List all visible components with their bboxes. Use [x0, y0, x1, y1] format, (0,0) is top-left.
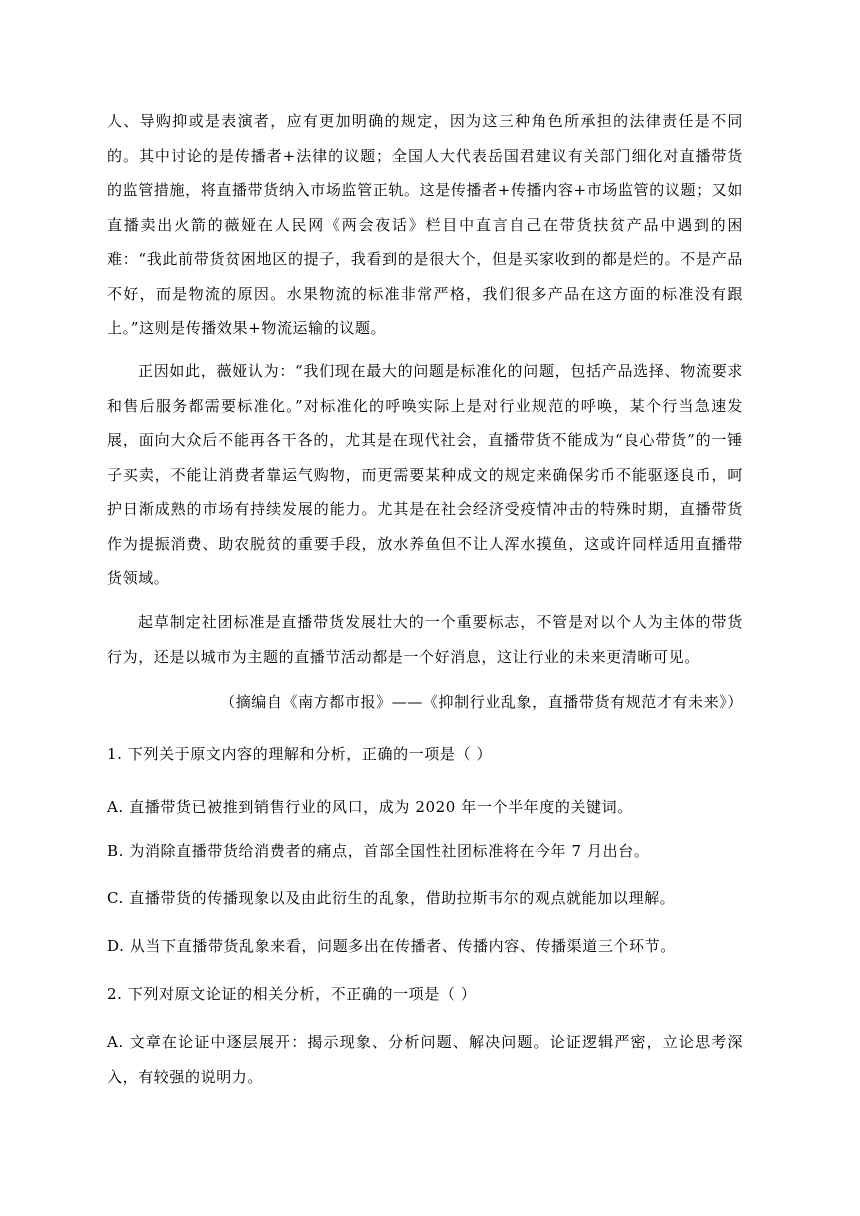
question-2-option-a: A. 文章在论证中逐层展开：揭示现象、分析问题、解决问题。论证逻辑严密，立论思考深入，有较强的说明力。 [107, 1033, 743, 1086]
question-1-option-b: B. 为消除直播带货给消费者的痛点，首部全国性社团标准将在今年 7 月出台。 [107, 842, 650, 860]
body-paragraph-1: 人、导购抑或是表演者，应有更加明确的规定，因为这三种角色所承担的法律责任是不同的。其中讨论的是传播者+法律的议题；全国人大代表岳国君建议有关部门细化对直播带货的监管措施，将直播带货纳入市场监管正轨。这是传播者+传播内容+市场监管的议题；又如直播卖出火箭的薇娅在人民网《两会夜话》栏目中直言自己在带货扶贫产品中遇到的困难：“我此前带货贫困地区的提子，我看到的是很大个，但是买家收到的都是烂的。不是产品不好，而是物流的原因。水果物流的标准非常严格，我们很多产品在这方面的标准没有跟上。”这则是传播效果+物流运输的议题。 [107, 112, 743, 337]
question-2-stem: 2. 下列对原文论证的相关分析，不正确的一项是（ ） [107, 985, 477, 1003]
question-1-option-c: C. 直播带货的传播现象以及由此衍生的乱象，借助拉斯韦尔的观点就能加以理解。 [107, 889, 676, 907]
question-1-stem: 1. 下列关于原文内容的理解和分析，正确的一项是（ ） [107, 745, 493, 763]
source-citation: （摘编自《南方都市报》——《抑制行业乱象，直播带货有规范才有未来》） [220, 693, 743, 711]
question-1-option-d: D. 从当下直播带货乱象来看，问题多出在传播者、传播内容、传播渠道三个环节。 [107, 937, 676, 955]
body-paragraph-2: 正因如此，薇娅认为：“我们现在最大的问题是标准化的问题，包括产品选择、物流要求和售后服务都需要标准化。”对标准化的呼唤实际上是对行业规范的呼唤，某个行当急速发展，面向大众后不能再各干各的，尤其是在现代社会，直播带货不能成为“良心带货”的一锤子买卖，不能让消费者靠运气购物，而更需要某种成文的规定来确保劣币不能驱逐良币，呵护日渐成熟的市场有持续发展的能力。尤其是在社会经济受疫情冲击的特殊时期，直播带货作为提振消费、助农脱贫的重要手段，放水养鱼但不让人浑水摸鱼，这或许同样适用直播带货领域。 [107, 362, 743, 587]
question-1-option-a: A. 直播带货已被推到销售行业的风口，成为 2020 年一个半年度的关键词。 [107, 798, 633, 816]
body-paragraph-3: 起草制定社团标准是直播带货发展壮大的一个重要标志，不管是对以个人为主体的带货行为，还是以城市为主题的直播节活动都是一个好消息，这让行业的未来更清晰可见。 [107, 613, 743, 666]
